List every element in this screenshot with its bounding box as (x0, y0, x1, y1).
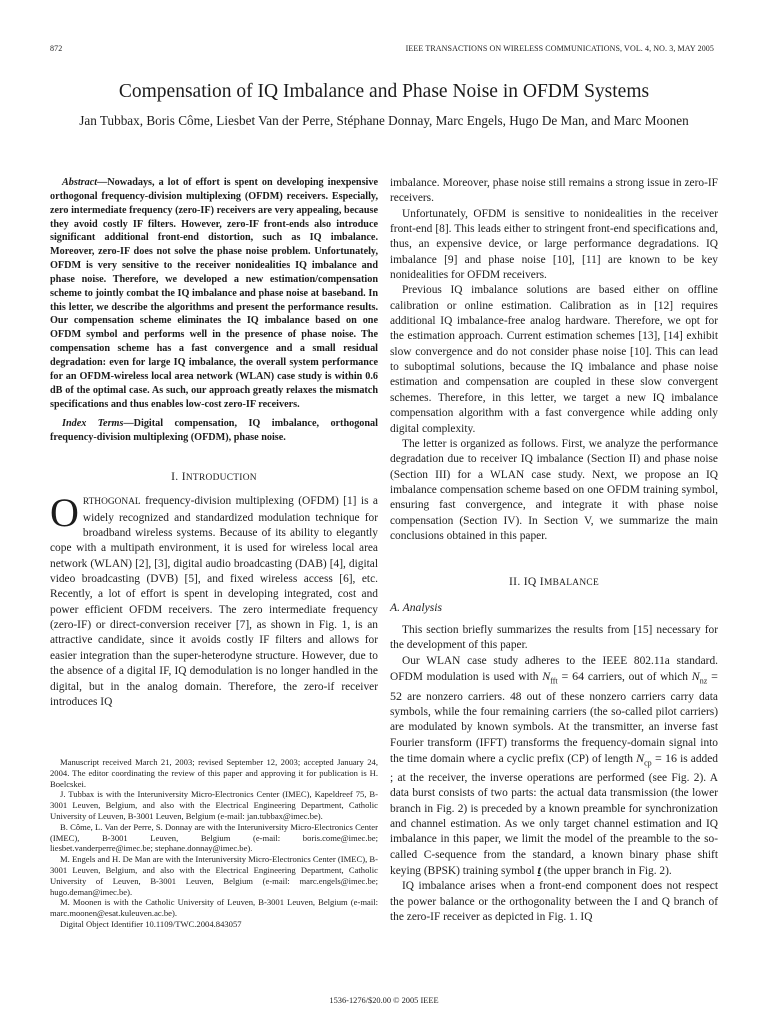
intro-paragraph (50, 490, 378, 710)
footnote-item: M. Engels and H. De Man are with the Interuniversity Micro-Electronics Center (IMEC), B-3001 Leuven, Belgium, and also with the Electrical Engineering Department, Catholic University of Leuven, B-3001 Leuven, Belgium (e-mail: marc.engels@imec.be; hugo.deman@imec.be). (50, 854, 378, 897)
footnote-item: Digital Object Identifier 10.1109/TWC.2004.843057 (60, 918, 242, 929)
abstract-label: Abstract (62, 177, 98, 188)
subsection-heading-analysis: A. Analysis (390, 600, 442, 614)
abstract-text: —Nowadays, a lot of effort is spent on developing inexpensive orthogonal frequency-division multiplexing (OFDM) receivers. Especially, zero intermediate frequency (zero-IF) receivers are very appealing, because they avoid costly IF filters. However, zero-IF front-ends also introduce significant additional front-end distortion, such as IQ imbalance. Moreover, zero-IF does not solve the phase noise problem. Unfortunately, OFDM is very sensitive to the receiver nonidealities IQ imbalance and phase noise. Therefore, we developed a new estimation/compensation scheme to jointly combat the IQ imbalance and phase noise at baseband. In this letter, we describe the algorithms and present the performance results. Our compensation scheme eliminates the IQ imbalance based on one OFDM symbol and performs well in the presence of phase noise. The compensation scheme has a fast convergence and a small residual degradation: even for large IQ imbalance, the overall system performance for an OFDM-wireless local area network (WLAN) case study is within 0.6 dB of the optimal case. As such, our approach greatly relaxes the mismatch specifications and thus enables low-cost zero-IF receivers. (50, 177, 378, 410)
intro-lead-word: RTHOGONAL (82, 497, 141, 508)
body-paragraph: Our WLAN case study adheres to the IEEE 802.11a standard. OFDM modulation is used with $N_{fft} = 64$ carriers, out of which $N_{nz} = 52$ are nonzero carriers. 48 out of these nonzero carriers carry data symbols, while the four remaining carriers (the so-called pilot carriers) are modulated by known symbols. At the transmitter, an inverse fast Fourier transform (IFFT) transforms the frequency-domain signal into the time domain where a cyclic prefix (CP) of length $N_{cp} = 16$ is added ; at the receiver, the inverse operations are performed (see Fig. 2). A data burst consists of two parts: the actual data transmission (the lower branch in Fig. 2) is preceded by a known preamble for synchronization and channel estimation. As we only target channel estimation and IQ imbalance in this paper, we limit the model of the preamble to the so-called C-sequence from the standard, a known binary phase shift keying (BPSK) training symbol t (the upper branch in Fig. 2). (390, 654, 718, 877)
equation-n-fft: $N_{fft} = 64$ (542, 668, 585, 686)
section-heading-introduction: I. INTRODUCTION (171, 470, 257, 484)
body-paragraph: The letter is organized as follows. First, we analyze the performance degradation due to receiver IQ imbalance (Section II) and phase noise (Section III) for a WLAN case study. Next, we propose an IQ imbalance compensation scheme based on one OFDM training symbol, ensuring fast convergence, and integrate it with phase noise compensation (Section IV). In Section V, we summarize the main conclusions obtained in this paper. (390, 437, 718, 542)
body-paragraph: This section briefly summarizes the results from [15] necessary for the development of this paper. (390, 623, 718, 652)
intro-text: frequency-division multiplexing (OFDM) [1] is a widely recognized and standardized modulation technique for broadband wireless systems. Because of its ability to elegantly cope with a multipath environment, it is used for wireless local area network (WLAN) [2], [3], digital audio broadcasting (DAB) [4], digital video broadcasting (DVB) [5], and fixed wireless access [6], etc. Recently, a lot of effort is spent in developing integrated, cost and power efficient OFDM receivers. The zero intermediate frequency (zero-IF) or direct-conversion receiver [7], as shown in Fig. 1, is an attractive candidate, since it avoids costly IF filters and allows for easier integration than the super-heterodyne structure. However, due to the absence of a digital IF, IQ demodulation is no longer handled in the digital, but in the analog domain. Therefore, the zero-if receiver introduces IQ (50, 495, 378, 708)
body-paragraph: Unfortunately, OFDM is sensitive to nonidealities in the receiver front-end [8]. This leads either to stringent front-end specifications and, thus, an expensive device, or large performance degradations. IQ imbalance [9] and phase noise [10], [11] are known to be key nonidealities for OFDM receivers. (390, 207, 718, 282)
left-column (50, 176, 378, 710)
paper-title: Compensation of IQ Imbalance and Phase Noise in OFDM Systems (118, 81, 650, 102)
body-paragraph: Previous IQ imbalance solutions are based either on offline calibration or online estimation. Calibration as in [12] requires additional IQ imbalance-free analog hardware. Therefore, we opt for the estimation approach. Current estimation schemes [13], [14] exhibit slow convergence and do not consider phase noise [10]. This can lead to suboptimal solutions, because the IQ imbalance and phase noise estimation and compensation are coupled in these slow convergent schemes. Therefore, in this letter, we target a new IQ imbalance compensation algorithm with a fast convergence while adding only digital complexity. (390, 284, 718, 435)
section-heading-iq-imbalance: II. IQ IMBALANCE (509, 575, 599, 589)
training-symbol-t: t (537, 862, 541, 877)
footnote-item: Manuscript received March 21, 2003; revised September 12, 2003; accepted January 24, 2004. The editor coordinating the review of this paper and approving it for publication is H. Boelcskei. (50, 757, 378, 789)
journal-header: IEEE TRANSACTIONS ON WIRELESS COMMUNICATIONS, VOL. 4, NO. 3, MAY 2005 (405, 44, 714, 53)
index-terms-text: —Digital compensation, IQ imbalance, orthogonal frequency-division multiplexing (OFDM), phase noise. (50, 418, 378, 444)
footnote-block (50, 757, 378, 930)
footnote-item: M. Moonen is with the Catholic University of Leuven, B-3001 Leuven, Belgium (e-mail: marc.moonen@esat.kuleuven.ac.be). (50, 897, 378, 919)
index-terms-label: Index Terms (62, 418, 124, 430)
footnote-item: B. Côme, L. Van der Perre, S. Donnay are with the Interuniversity Micro-Electronics Center (IMEC), B-3001 Leuven, Belgium (e-mail: boris.come@imec.be; liesbet.vanderperre@imec.be; stephane.donnay@imec.be). (50, 821, 378, 854)
copyright-footer: 1536-1276/$20.00 © 2005 IEEE (329, 996, 439, 1005)
index-terms (50, 417, 378, 445)
body-paragraph: imbalance. Moreover, phase noise still remains a strong issue in zero-IF receivers. (390, 177, 718, 205)
abstract (50, 176, 378, 411)
equation-n-nz: $N_{nz} = 52$ (390, 668, 718, 703)
footnote-item: J. Tubbax is with the Interuniversity Micro-Electronics Center (IMEC), Kapeldreef 75, B-3001 Leuven, Belgium, and also with the Electrical Engineering Department, Catholic University of Leuven, B-3001 Leuven, Belgium (e-mail: jan.tubbax@imec.be). (50, 789, 378, 821)
body-paragraph: IQ imbalance arises when a front-end component does not respect the power balance or the orthogonality between the I and Q branch of the zero-IF receiver as depicted in Fig. 1. IQ (390, 880, 718, 923)
page-number: 872 (50, 44, 63, 53)
author-list: Jan Tubbax, Boris Côme, Liesbet Van der Perre, Stéphane Donnay, Marc Engels, Hugo De Man, and Marc Moonen (79, 113, 689, 128)
drop-cap: O (50, 490, 79, 536)
equation-n-cp: $N_{cp} = 16$ (636, 751, 677, 768)
right-column (390, 176, 718, 925)
